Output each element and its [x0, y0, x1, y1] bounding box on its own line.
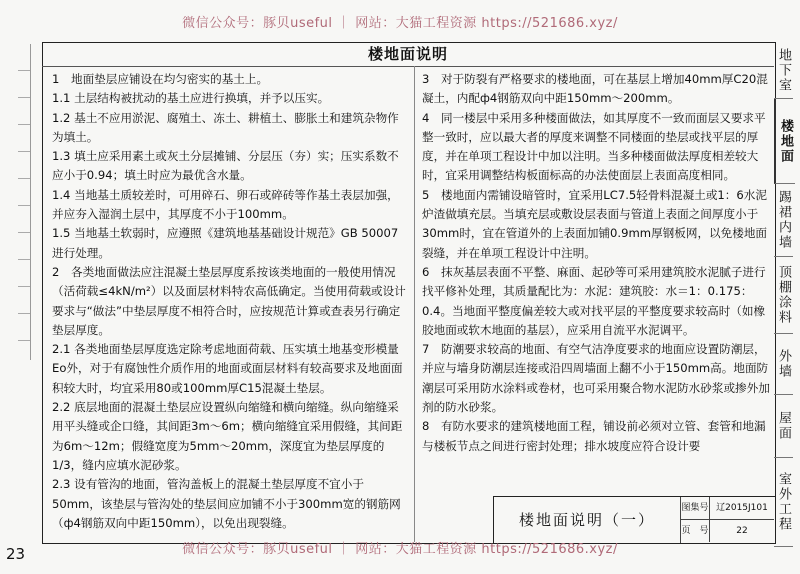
left-column: [52, 70, 408, 533]
clause-2-2: 2.2 底层地面的混凝土垫层应设置纵向缩缝和横向缩缝。纵向缩缝采用平头缝或企口缝，其间距3m～6m；横向缩缝宜采用假缝，其间距为6m～12m；假缝宽度为5mm～20mm，深度宜为垫层厚度的1/3，缝内应填水泥砂浆。: [52, 400, 403, 472]
left-signature-strip: [18, 44, 31, 360]
page-label: 页 号: [681, 520, 710, 542]
right-column: [422, 70, 770, 456]
tab-basement[interactable]: 地下室: [774, 42, 793, 99]
clause-1-5: 1.5 当地基土软弱时，应遵照《建筑地基基础设计规范》GB 50007进行处理。: [52, 226, 399, 260]
clause-2-1: 2.1 各类地面垫层厚度选定除考虑地面荷载、压实填土地基变形模量Eo外，对于有腐蚀性介质作用的地面或面层材料有较高要求及地面面积较大时，均宜采用80或100mm厚C15混凝土垫层。: [52, 342, 403, 395]
clause-8: 8 有防水要求的建筑楼地面工程，铺设前必须对立管、套管和地漏与楼板节点之间进行密封处理；排水坡度应符合设计要: [422, 419, 766, 453]
atlas-number: 辽2015J101: [710, 497, 774, 520]
tab-skirting-walls[interactable]: 踢裙内墙: [774, 184, 793, 257]
tab-ceiling-paint[interactable]: 顶棚涂料: [774, 257, 793, 334]
clause-2: 2 各类地面做法应注混凝土垫层厚度系按该类地面的一般使用情况（活荷载≤4kN/m²）以及面层材料特农高低确定。当使用荷载或设计要求与“做法”中垫层厚度不相符合时，应按规范计算或查表另行确定垫层厚度。: [52, 264, 406, 337]
clause-6: 6 抹灰基层表面不平整、麻面、起砂等可采用建筑胶水泥腻子进行找平修补处理，其质量配比为：水泥：建筑胶：水＝1：0.175：0.4。当地面平整度偏差较大或对找平层的平整度要求较高时（如橡胶地面或软木地面的基层），应采用自流平水泥调平。: [422, 264, 766, 337]
clause-1-4: 1.4 当地基土质较差时，可用碎石、卵石或碎砖等作基土表层加强，并应夯入湿润土层中，其厚度不小于100mm。: [52, 187, 399, 222]
clause-1-3: 1.3 填土应采用素土或灰土分层摊铺、分层压（夯）实；压实系数不应小于0.94；填土时应为最优含水量。: [52, 149, 399, 183]
clause-1-2: 1.2 基土不应用淤泥、腐殖土、冻土、耕植土、膨胀土和建筑杂物作为填土。: [52, 110, 399, 144]
column-divider: [414, 66, 415, 542]
clause-4: 4 同一楼层中采用多种楼面做法，如其厚度不一致而面层又要求平整一致时，应以最大者的厚度来调整不同楼面的垫层或找平层的厚度，并在单项工程设计中加以注明。当多种楼面做法厚度相差较大时，宜采用调整结构板面标高的办法使面层上表面高度相同。: [422, 110, 766, 183]
sheet-page-number: 22: [736, 526, 748, 536]
watermark-bottom: 微信公众号：豚贝useful ｜ 网站：大猫工程资源 https://521686.xyz/: [182, 542, 618, 557]
clause-2-3: 2.3 设有管沟的地面，管沟盖板上的混凝土垫层厚度不宜小于50mm，该垫层与管沟处的垫层间应加铺不小于300mm宽的钢筋网（ф4钢筋双向中距150mm），以免出现裂缝。: [52, 477, 401, 530]
watermark-top: 微信公众号：豚贝useful ｜ 网站：大猫工程资源 https://521686.xyz/: [182, 16, 618, 31]
clause-3: 3 对于防裂有严格要求的楼地面，可在基层上增加40mm厚C20混凝土，内配ф4钢筋双向中距150mm～200mm。: [422, 72, 768, 106]
clause-7: 7 防潮要求较高的地面、有空气洁净度要求的地面应设置防潮层，并应与墙身防潮层连接或沿四周墙面上翻不小于150mm高。地面防潮层可采用防水涂料或卷材，也可采用聚合物水泥防水砂浆或掺外加剂的防水砂浆。: [422, 342, 770, 415]
drawing-name: 楼地面说明（一）: [494, 497, 681, 543]
page-number: 23: [6, 545, 26, 563]
atlas-label: 图集号: [681, 497, 710, 520]
clause-1-1: 1.1 土层结构被扰动的基土应进行换填，并予以压实。: [52, 91, 330, 106]
section-title: 楼地面说明: [42, 42, 774, 67]
title-block: [493, 496, 775, 543]
tab-roof[interactable]: 屋面: [774, 395, 793, 458]
tab-outdoor-works[interactable]: 室外工程: [774, 458, 793, 547]
chapter-tabs: [774, 42, 800, 542]
clause-5: 5 楼地面内需铺设暗管时，宜采用LC7.5轻骨料混凝土或1：6水泥炉渣做填充层。当填充层或敷设层表面与管道上表面之间厚度小于30mm时，宜在管道外的上表面加铺0.9mm厚钢板网，以免楼地面裂缝，并在单项工程设计中注明。: [422, 187, 768, 260]
tab-floors[interactable]: 楼地面: [774, 99, 795, 184]
tab-exterior-wall[interactable]: 外墙: [774, 334, 793, 395]
clause-1: 1 地面垫层应铺设在均匀密实的基土上。: [52, 72, 269, 86]
